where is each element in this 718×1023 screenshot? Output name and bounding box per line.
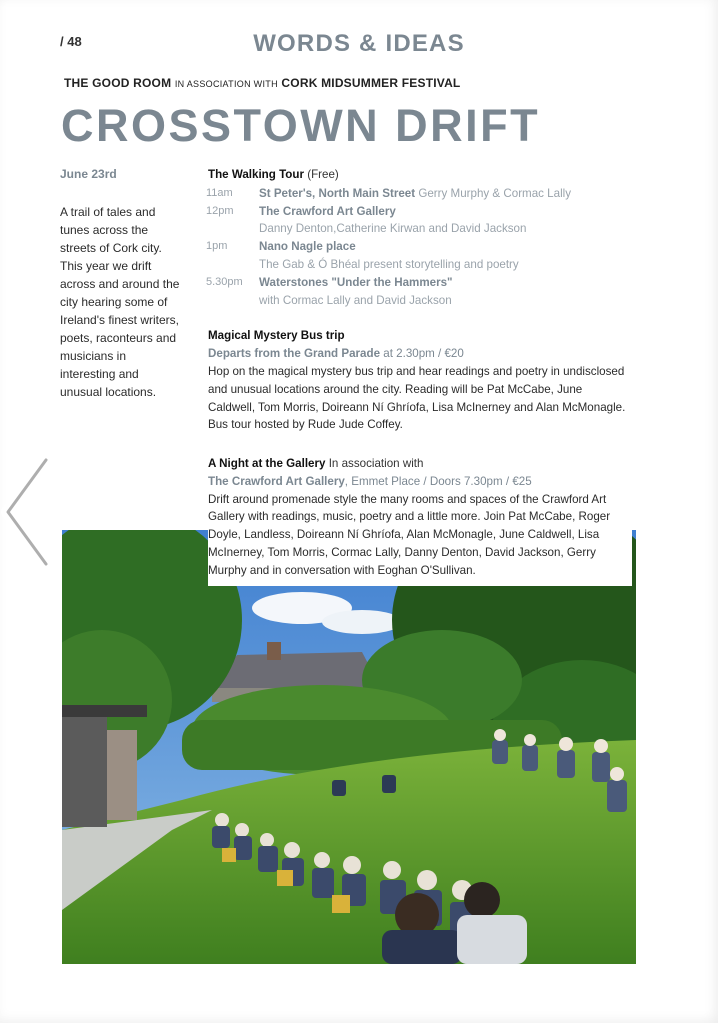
schedule-row: [208, 185, 628, 203]
gallery-night-title-rest: In association with: [328, 457, 424, 470]
bus-trip-title: Magical Mystery Bus trip: [208, 329, 345, 343]
gallery-night-venue-name: The Crawford Art Gallery: [208, 474, 345, 488]
kicker-festival: CORK MIDSUMMER FESTIVAL: [281, 76, 461, 90]
schedule-time: 11am: [206, 186, 233, 199]
chevron-left-icon[interactable]: [0, 452, 60, 572]
schedule-people: The Gab & Ó Bhéal present storytelling and poetry: [259, 257, 519, 271]
gallery-night-heading: [208, 455, 632, 473]
bus-trip-depart-time: at 2.30pm / €20: [383, 347, 464, 361]
schedule-venue: Waterstones "Under the Hammers": [259, 275, 453, 289]
schedule-time: 12pm: [206, 204, 234, 217]
kicker: [64, 76, 460, 90]
gallery-night-section: [208, 453, 632, 586]
schedule-venue: Nano Nagle place: [259, 240, 356, 254]
page-title: CROSSTOWN DRIFT: [61, 100, 541, 151]
schedule-row: [208, 203, 628, 239]
schedule-people: Gerry Murphy & Cormac Lally: [418, 186, 572, 200]
gallery-night-description: Drift around promenade style the many rooms and spaces of the Crawford Art Gallery with readings, music, poetry and a little more. Join Pat McCabe, Roger Doyle, Landless, Doireann Ní Ghríofa, Alan McMonagle, June Caldwell, Lisa McInerney, Tom Morris, Cormac Lally, Danny Denton, David Jackson, Gerry Murphy and in conversation with Eoghan O'Sullivan.: [208, 492, 611, 577]
intro-text: A trail of tales and tunes across the streets of Cork city. This year we drift across and around the city hearing some of Ireland's finest writers, poets, raconteurs and musicians in interesting and unusual locations.: [60, 205, 180, 399]
schedule-people: Danny Denton,Catherine Kirwan and David Jackson: [259, 222, 527, 236]
walking-tour-schedule: [208, 185, 628, 310]
schedule-time: 5.30pm: [206, 275, 243, 288]
schedule-time: 1pm: [206, 240, 228, 253]
gallery-night-venue: [208, 473, 632, 491]
section-title: WORDS & IDEAS: [253, 30, 465, 57]
kicker-org: THE GOOD ROOM: [64, 76, 172, 90]
bus-trip-depart-place: Departs from the Grand Parade: [208, 347, 381, 361]
page-number: / 48: [60, 34, 82, 49]
schedule-venue: The Crawford Art Gallery: [259, 204, 396, 218]
walking-tour-title: The Walking Tour: [208, 168, 304, 181]
bus-trip-departure: [208, 345, 628, 363]
schedule-row: [208, 238, 628, 274]
schedule-people: with Cormac Lally and David Jackson: [259, 293, 452, 307]
event-date: June 23rd: [60, 167, 117, 181]
gallery-night-title: A Night at the Gallery: [208, 457, 326, 470]
walking-tour-note: (Free): [307, 168, 339, 181]
schedule-row: [208, 274, 628, 310]
garden-event-photo: [62, 530, 636, 964]
gallery-night-venue-details: , Emmet Place / Doors 7.30pm / €25: [344, 474, 532, 488]
event-details: [208, 166, 628, 434]
schedule-venue: St Peter's, North Main Street: [259, 186, 416, 200]
kicker-connector: IN ASSOCIATION WITH: [174, 79, 278, 89]
walking-tour-heading: [208, 166, 628, 184]
bus-trip-description: Hop on the magical mystery bus trip and hear readings and poetry in undisclosed and unusual locations around the city. Reading will be Pat McCabe, June Caldwell, Tom Morris, Doireann Ní Ghríofa, Lisa McInerney and Alan McMonagle. Bus tour hosted by Rude Jude Coffey.: [208, 364, 626, 432]
